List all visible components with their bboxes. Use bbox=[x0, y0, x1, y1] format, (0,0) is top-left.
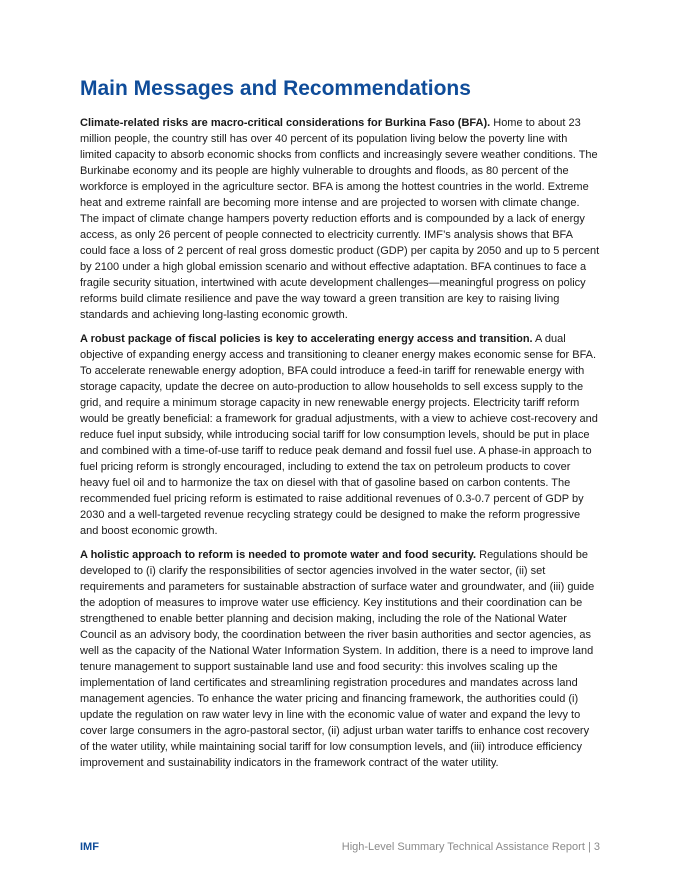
footer-report-title: High-Level Summary Technical Assistance Report bbox=[341, 841, 585, 853]
paragraph-lead: A robust package of fiscal policies is key to accelerating energy access and transition. bbox=[80, 333, 533, 345]
page-footer bbox=[80, 841, 600, 857]
paragraph-lead: Climate-related risks are macro-critical considerations for Burkina Faso (BFA). bbox=[80, 117, 491, 129]
paragraph-lead: A holistic approach to reform is needed to promote water and food security. bbox=[80, 549, 477, 561]
paragraph-water-food-security bbox=[80, 547, 600, 771]
footer-report-info bbox=[342, 841, 600, 853]
paragraph-text: Regulations should be developed to (i) clarify the responsibilities of sector agencies involved in the water sector, (ii) set requirements and parameters for sustainable abstraction of surface water and groundwater, and (iii) guide the adoption of measures to improve water use efficiency. Key institutions and their coordination can be strengthened to enable better planning and decision making, including the role of the National Water Council as an advisory body, the coordination between the river basin authorities and sector agencies, as well as the capacity of the National Water Information System. In addition, there is a need to improve land tenure management to support sustainable land use and food security: this involves scaling up the implementation of land certificates and streamlining registration procedures and mandates across land management agencies. To enhance the water pricing and financing framework, the authorities could (i) update the regulation on raw water levy in line with the economic value of water and expand the levy to cover large consumers in the agro-pastoral sector, (ii) adjust urban water tariffs to enhance cost recovery of the water utility, while maintaining social tariff for low consumption levels, and (iii) introduce efficiency improvement and sustainability indicators in the framework contract of the water utility. bbox=[80, 549, 595, 769]
paragraph-climate-risks bbox=[80, 115, 600, 323]
paragraph-text: Home to about 23 million people, the country still has over 40 percent of its population living below the poverty line with limited capacity to absorb economic shocks from conflicts and increasingly severe weather conditions. The Burkinabe economy and its people are highly vulnerable to droughts and floods, as 80 percent of the workforce is employed in the agriculture sector. BFA is among the hottest countries in the world. Extreme heat and extreme rainfall are becoming more intense and are projected to worsen with climate change. The impact of climate change hampers poverty reduction efforts and is compounded by a lack of energy access, as only 26 percent of people connected to electricity currently. IMF’s analysis shows that BFA could face a loss of 2 percent of real gross domestic product (GDP) per capita by 2050 and up to 5 percent by 2100 under a high global emission scenario and without effective adaptation. BFA continues to face a fragile security situation, intertwined with acute development challenges—meaningful progress on policy reforms build climate resilience and pave the way toward a green transition are key to raising living standards and achieving long-lasting economic growth. bbox=[80, 117, 600, 321]
document-body bbox=[80, 115, 600, 779]
imf-logo: IMF bbox=[80, 841, 99, 853]
page-number: 3 bbox=[593, 841, 600, 853]
page-title: Main Messages and Recommendations bbox=[80, 77, 471, 100]
paragraph-text: A dual objective of expanding energy access and transitioning to cleaner energy makes economic sense for BFA. To accelerate renewable energy adoption, BFA could introduce a feed-in tariff for renewable energy with storage capacity, update the decree on auto-production to allow households to sell excess supply to the grid, and require a minimum storage capacity in new renewable energy projects. Electricity tariff reform would be greatly beneficial: a framework for gradual adjustments, with a view to achieve cost-recovery and reduce fuel input subsidy, while introducing social tariff for low consumption levels, should be put in place and combined with a time-of-use tariff to reduce peak demand and fossil fuel use. A phase-in approach to fuel pricing reform is strongly encouraged, including to extend the tax on petroleum products to cover heavy fuel oil and to harmonize the tax on diesel with that of gasoline based on carbon contents. The recommended fuel pricing reform is estimated to raise additional revenues of 0.3-0.7 percent of GDP by 2030 and a well-targeted revenue recycling strategy could be designed to make the reform progressive and boost economic growth. bbox=[80, 333, 598, 537]
footer-separator: | bbox=[584, 841, 594, 853]
paragraph-fiscal-policies bbox=[80, 331, 600, 539]
